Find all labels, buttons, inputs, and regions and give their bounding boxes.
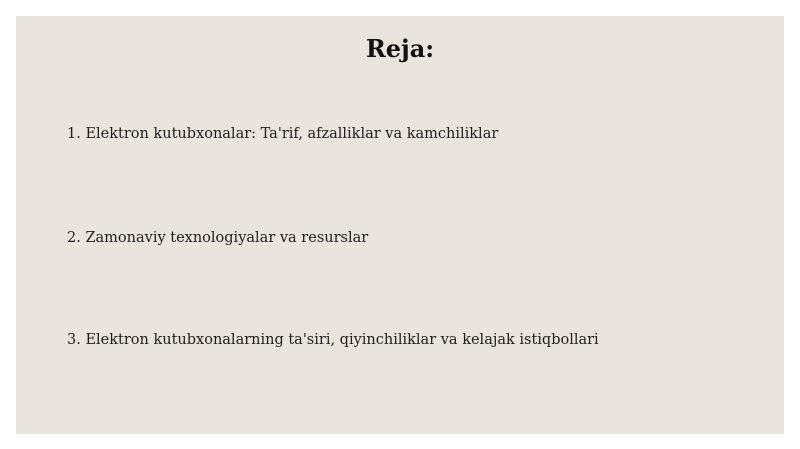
slide: [16, 16, 784, 434]
slide-title: Reja:: [365, 34, 435, 63]
plan-item-1: 1. Elektron kutubxonalar: Ta'rif, afzalliklar va kamchiliklar: [67, 126, 499, 142]
plan-item-2: 2. Zamonaviy texnologiyalar va resurslar: [67, 230, 369, 246]
plan-item-3: 3. Elektron kutubxonalarning ta'siri, qiyinchiliklar va kelajak istiqbollari: [67, 332, 599, 348]
